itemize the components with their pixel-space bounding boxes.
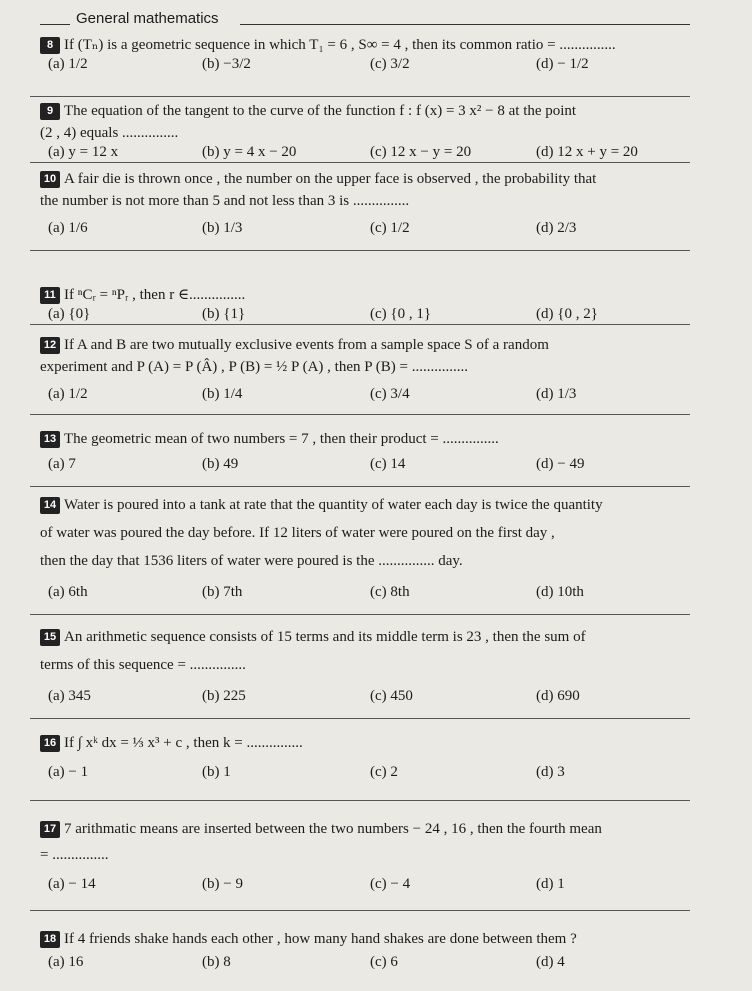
divider [30, 96, 690, 97]
choice-d[interactable]: (d) 690 [536, 688, 580, 704]
choices [40, 306, 740, 332]
choice-a[interactable]: (a) 1/6 [48, 220, 88, 236]
divider [30, 800, 690, 801]
question-13 [40, 428, 740, 476]
question-number: 13 [40, 431, 60, 448]
question-text: (2 , 4) equals ............... [40, 125, 179, 141]
choice-a[interactable]: (a) − 1 [48, 764, 89, 780]
page-header [40, 8, 690, 28]
question-number: 17 [40, 821, 60, 838]
question-number: 9 [40, 103, 60, 120]
choice-c[interactable]: (c) 3/4 [370, 386, 410, 402]
choices [40, 220, 740, 246]
choice-b[interactable]: (b) − 9 [202, 876, 243, 892]
choice-b[interactable]: (b) y = 4 x − 20 [202, 144, 297, 160]
choices [40, 386, 740, 412]
choice-c[interactable]: (c) 14 [370, 456, 406, 472]
question-text: then the day that 1536 liters of water were poured is the ............... day. [40, 553, 463, 569]
choice-a[interactable]: (a) 16 [48, 954, 84, 970]
choice-a[interactable]: (a) 6th [48, 584, 88, 600]
question-16 [40, 732, 740, 780]
divider [30, 910, 690, 911]
question-number: 18 [40, 931, 60, 948]
choice-c[interactable]: (c) 3/2 [370, 56, 410, 72]
divider [30, 324, 690, 325]
question-text: = ............... [40, 847, 109, 863]
choice-d[interactable]: (d) 1/3 [536, 386, 577, 402]
choice-d[interactable]: (d) 3 [536, 764, 565, 780]
choice-a[interactable]: (a) 7 [48, 456, 76, 472]
choices [40, 954, 740, 980]
choice-a[interactable]: (a) 1/2 [48, 56, 88, 72]
question-8 [40, 34, 740, 82]
question-15 [40, 626, 740, 702]
choice-b[interactable]: (b) 1/4 [202, 386, 243, 402]
choice-a[interactable]: (a) y = 12 x [48, 144, 119, 160]
question-text: If 4 friends shake hands each other , how many hand shakes are done between them ? [64, 931, 577, 947]
question-18 [40, 928, 740, 976]
question-text: the number is not more than 5 and not less than 3 is ............... [40, 193, 410, 209]
question-12 [40, 334, 740, 404]
choice-c[interactable]: (c) 1/2 [370, 220, 410, 236]
question-text: If ∫ xᵏ dx = ⅓ x³ + c , then k = ............... [64, 735, 303, 751]
divider [30, 250, 690, 251]
choice-c[interactable]: (c) 2 [370, 764, 398, 780]
divider [30, 614, 690, 615]
question-text: Water is poured into a tank at rate that the quantity of water each day is twice the quantity [64, 497, 603, 513]
choice-b[interactable]: (b) 7th [202, 584, 243, 600]
choices [40, 144, 740, 170]
question-text: If A and B are two mutually exclusive events from a sample space S of a random [64, 337, 549, 353]
question-text: 7 arithmatic means are inserted between the two numbers − 24 , 16 , then the fourth mean [64, 821, 602, 837]
divider [30, 486, 690, 487]
choice-a[interactable]: (a) 345 [48, 688, 91, 704]
choice-d[interactable]: (d) − 49 [536, 456, 585, 472]
choice-d[interactable]: (d) − 1/2 [536, 56, 589, 72]
choices [40, 688, 740, 714]
choice-c[interactable]: (c) 6 [370, 954, 398, 970]
question-number: 15 [40, 629, 60, 646]
question-text: If ⁿCᵣ = ⁿPᵣ , then r ∈............... [64, 287, 246, 303]
question-text: of water was poured the day before. If 12 liters of water were poured on the first day , [40, 525, 555, 541]
question-text: experiment and P (A) = P (Â) , P (B) = ½ P (A) , then P (B) = ............... [40, 359, 468, 375]
question-number: 11 [40, 287, 60, 304]
choice-d[interactable]: (d) 2/3 [536, 220, 577, 236]
choice-c[interactable]: (c) 450 [370, 688, 413, 704]
question-text: A fair die is thrown once , the number on the upper face is observed , the probability that [64, 171, 597, 187]
question-9 [40, 100, 740, 170]
choice-b[interactable]: (b) 1/3 [202, 220, 243, 236]
question-text: If (Tₙ) is a geometric sequence in which T₁ = 6 , S∞ = 4 , then its common ratio = ............... [64, 37, 616, 53]
choice-c[interactable]: (c) 12 x − y = 20 [370, 144, 472, 160]
question-text: terms of this sequence = ............... [40, 657, 246, 673]
question-text: The equation of the tangent to the curve of the function f : f (x) = 3 x² − 8 at the point [64, 103, 577, 119]
question-text: The geometric mean of two numbers = 7 , then their product = ............... [64, 431, 499, 447]
choice-a[interactable]: (a) − 14 [48, 876, 96, 892]
choice-b[interactable]: (b) 8 [202, 954, 231, 970]
choices [40, 876, 740, 902]
choice-c[interactable]: (c) 8th [370, 584, 410, 600]
choices [40, 456, 740, 482]
question-17 [40, 818, 740, 892]
choice-b[interactable]: (b) 225 [202, 688, 246, 704]
choice-d[interactable]: (d) 10th [536, 584, 584, 600]
choice-d[interactable]: (d) 12 x + y = 20 [536, 144, 638, 160]
choice-b[interactable]: (b) −3/2 [202, 56, 251, 72]
choices [40, 56, 740, 82]
header-rule-left [40, 24, 70, 25]
question-number: 10 [40, 171, 60, 188]
choice-d[interactable]: (d) 4 [536, 954, 565, 970]
question-number: 16 [40, 735, 60, 752]
question-text: An arithmetic sequence consists of 15 terms and its middle term is 23 , then the sum of [64, 629, 586, 645]
question-number: 14 [40, 497, 60, 514]
question-number: 12 [40, 337, 60, 354]
question-10 [40, 168, 740, 238]
choice-c[interactable]: (c) {0 , 1} [370, 306, 432, 322]
choice-d[interactable]: (d) {0 , 2} [536, 306, 598, 322]
choice-b[interactable]: (b) {1} [202, 306, 246, 322]
divider [30, 414, 690, 415]
choices [40, 764, 740, 790]
divider [30, 162, 690, 163]
header-rule-right [240, 24, 690, 25]
choice-c[interactable]: (c) − 4 [370, 876, 411, 892]
question-14 [40, 494, 740, 598]
choice-a[interactable]: (a) 1/2 [48, 386, 88, 402]
choices [40, 584, 740, 610]
header-title: General mathematics [76, 10, 219, 27]
divider [30, 718, 690, 719]
choice-d[interactable]: (d) 1 [536, 876, 565, 892]
choice-b[interactable]: (b) 49 [202, 456, 239, 472]
choice-b[interactable]: (b) 1 [202, 764, 231, 780]
choice-a[interactable]: (a) {0} [48, 306, 91, 322]
question-number: 8 [40, 37, 60, 54]
